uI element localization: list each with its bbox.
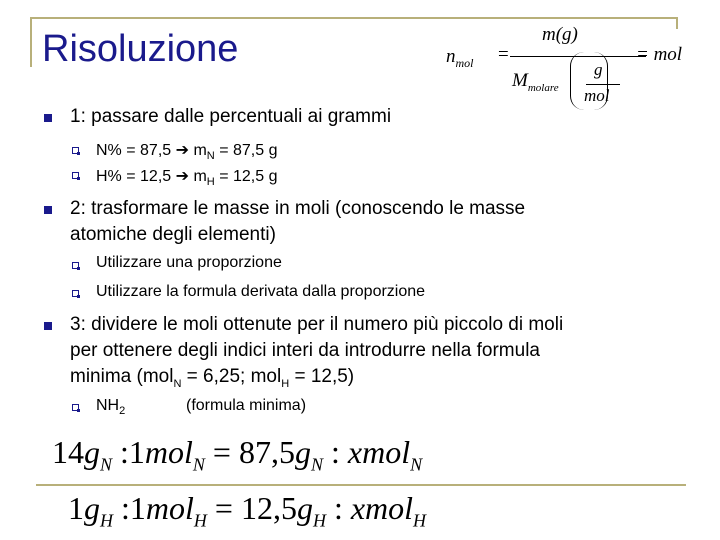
step-3-sub-formula: $NH_2$ (96, 397, 126, 418)
step-1-sub-2: H% = 12,5 ➔ $m_H = 12,5$ g (96, 168, 278, 189)
proportion-hydrogen: $1g_H$ :1mol$_H$ = $12,5g_H$ : xmol$_H$ (68, 490, 427, 531)
step-2-sub-1: Utilizzare una proporzione (96, 254, 282, 271)
sub-bullet (72, 147, 79, 154)
slide-title: Risoluzione (42, 28, 239, 70)
step-3-line-2: per ottenere degli indici interi da introdurre nella formula (70, 340, 540, 361)
sub-bullet (72, 172, 79, 179)
unit-parentheses (570, 52, 608, 110)
unit-numerator: g (594, 60, 603, 79)
sub-bullet (72, 404, 79, 411)
equation-divider (36, 484, 686, 486)
sub-bullet (72, 262, 79, 269)
sub-bullet (72, 290, 79, 297)
bullet-square (44, 206, 52, 214)
step-2-sub-2: Utilizzare la formula derivata dalla proporzione (96, 283, 426, 300)
formula-rhs: = mol (636, 44, 683, 65)
moles-formula: $n_{mol}$ = m(g) $M_{molare}$ g mol = mol (446, 24, 683, 105)
formula-denominator: $M_{molare}$ (512, 70, 559, 94)
unit-denominator: mol (584, 86, 610, 105)
step-2-line-2: atomiche degli elementi) (70, 224, 276, 245)
left-rule (30, 17, 32, 67)
proportion-nitrogen: $14g_N$ :1mol$_N$ = $87,5g_N$ : xmol$_N$ (52, 434, 423, 475)
bullet-square (44, 322, 52, 330)
step-2-line-1: 2: trasformare le masse in moli (conoscendo le masse (70, 198, 526, 219)
step-1-sub-1: N% = 87,5 ➔ $m_N = 87,5$ g (96, 142, 278, 163)
formula-numerator: m(g) (542, 24, 578, 45)
step-3-sub-note: (formula minima) (186, 397, 307, 414)
bullet-square (44, 114, 52, 122)
step-1-text: 1: passare dalle percentuali ai grammi (70, 106, 392, 127)
step-3-line-1: 3: dividere le moli ottenute per il numero più piccolo di moli (70, 314, 564, 335)
top-rule (30, 17, 678, 19)
formula-lhs: $n_{mol}$ (446, 46, 474, 70)
step-3-line-3: minima (mol$_N$ = 6,25; mol$_H$ = 12,5) (70, 366, 355, 390)
